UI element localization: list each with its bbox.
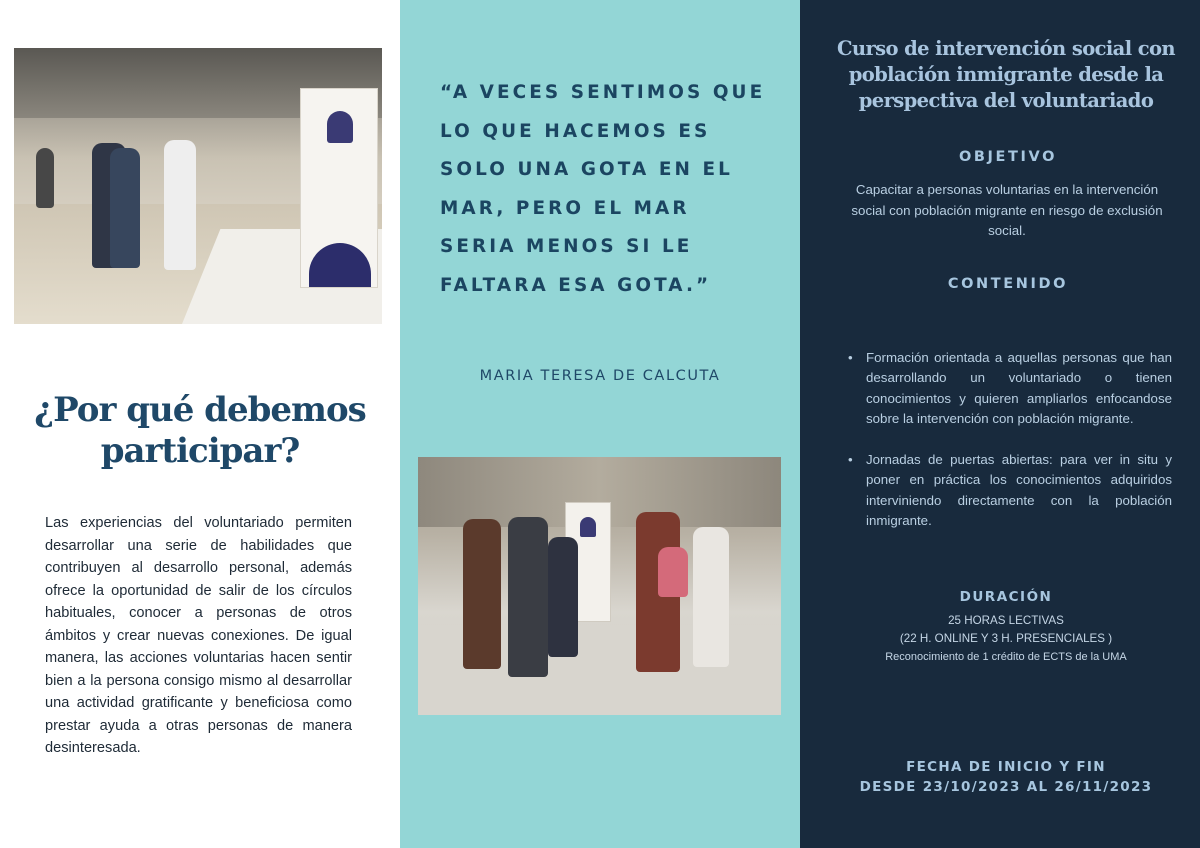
list-item: • Formación orientada a aquellas personas que han desarrollando un voluntariado o tienen conocimientos y quieren ampliarlos enfocandose sobre la intervención con población migrante. <box>846 348 1172 429</box>
photo-person <box>164 140 196 270</box>
banner-logo-icon <box>327 111 353 143</box>
photo-person <box>693 527 729 667</box>
duration-heading: DURACIÓN <box>959 589 1053 605</box>
photo-person <box>36 148 54 208</box>
list-item: • Jornadas de puertas abiertas: para ver in situ y poner en práctica los conocimientos adquiridos interviniendo directamente con la población inmigrante. <box>846 450 1172 531</box>
duration-split: (22 H. ONLINE Y 3 H. PRESENCIALES ) <box>899 632 1113 645</box>
photo-person <box>508 517 548 677</box>
dates-range: DESDE 23/10/2023 AL 26/11/2023 <box>859 779 1153 795</box>
objective-text: Capacitar a personas voluntarias en la intervención social con población migrante en riesgo de exclusión social. <box>851 182 1163 239</box>
quote-author: MARIA TERESA DE CALCUTA <box>479 368 721 384</box>
photo-person <box>110 148 140 268</box>
content-heading: CONTENIDO <box>947 276 1069 292</box>
dates-heading: FECHA DE INICIO Y FIN <box>906 759 1106 775</box>
photo-person <box>548 537 578 657</box>
duration-credit: Reconocimiento de 1 crédito de ECTS de la UMA <box>885 651 1127 663</box>
objective-heading: OBJETIVO <box>958 149 1058 165</box>
quote-text: “A VECES SENTIMOS QUE LO QUE HACEMOS ES SOLO UNA GOTA EN EL MAR, PERO EL MAR SERIA MENOS SI LE FALTARA ESA GOTA.” <box>440 82 766 296</box>
section-body-text: Las experiencias del voluntariado permiten desarrollar una serie de habilidades que contribuyen al desarrollo personal, además ofrece la oportunidad de salir de los círculos habituales, conocer a personas de otros ámbitos y crear nuevas conexiones. De igual manera, las acciones voluntarias hacen sentir bien a la persona consigo mismo al desarrollar una actividad gratificante y beneficiosa como prestar ayuda a otras personas de manera desinteresada. <box>45 515 352 756</box>
course-title: Curso de intervención social con población inmigrante desde la perspectiva del voluntariado <box>837 37 1175 112</box>
banner-graphic <box>309 243 371 287</box>
photo-person <box>658 547 688 597</box>
photo-person <box>463 519 501 669</box>
banner-logo-icon <box>580 517 596 537</box>
duration-hours: 25 HORAS LECTIVAS <box>948 614 1064 627</box>
content-list <box>846 348 1172 552</box>
photo-banner <box>300 88 378 288</box>
section-heading: ¿Por qué debemos participar? <box>34 390 366 471</box>
photo-group-students <box>418 457 781 715</box>
photo-volunteers-hall <box>14 48 382 324</box>
